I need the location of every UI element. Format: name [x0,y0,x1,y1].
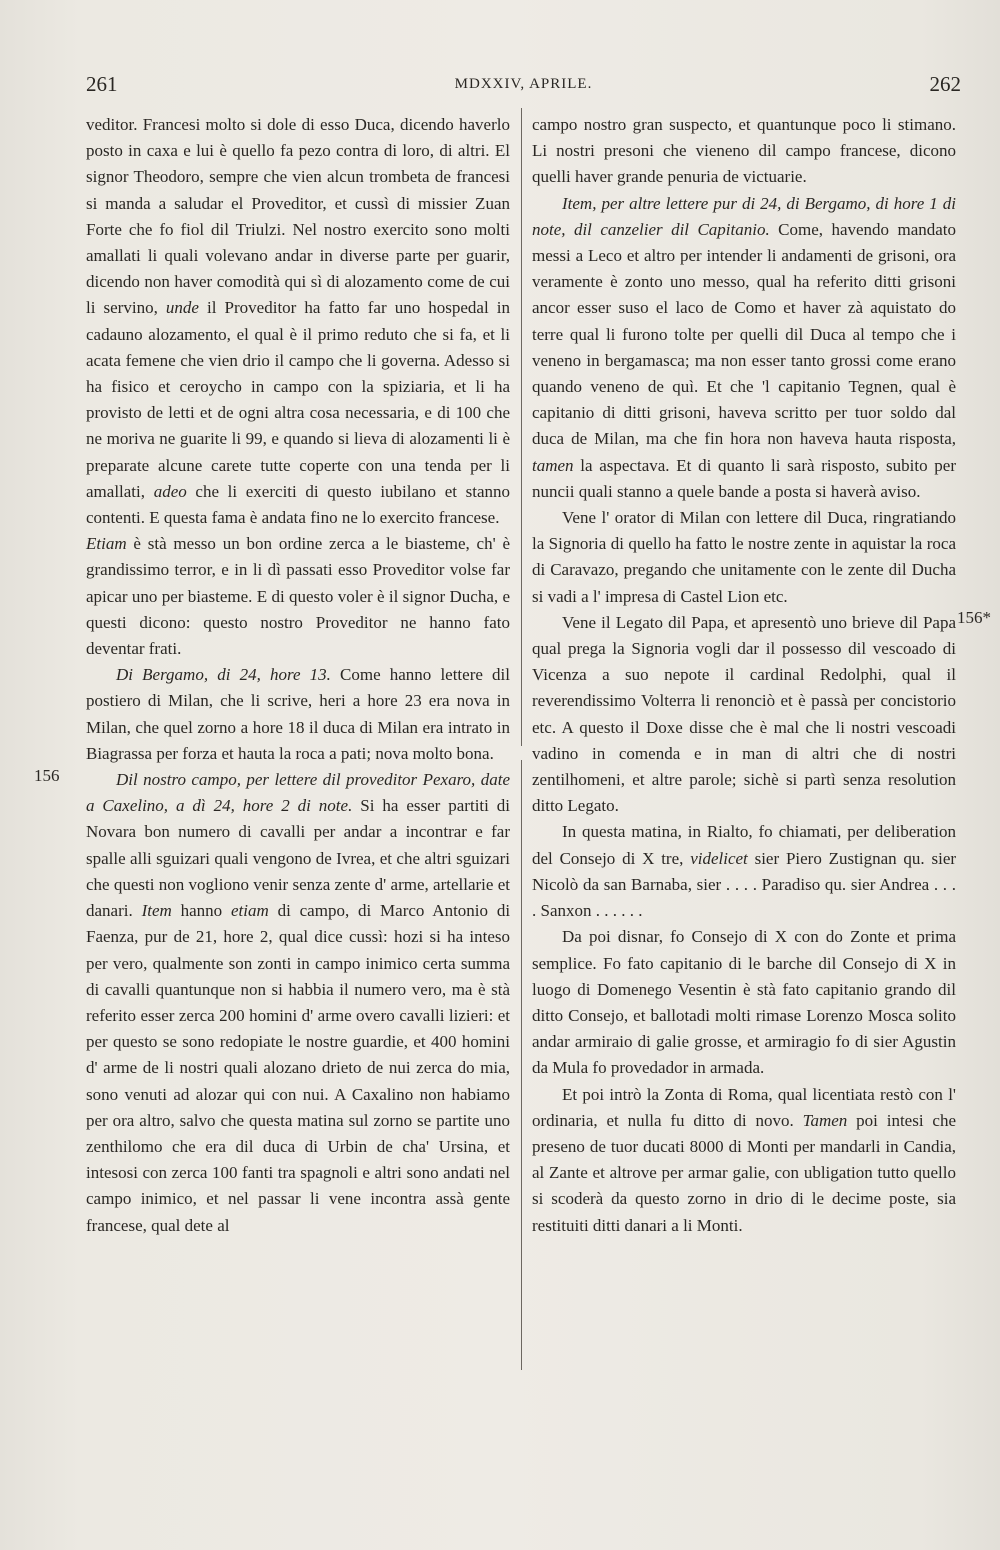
paragraph: Da poi disnar, fo Consejo di X con do Zonte et prima semplice. Fo fato capitanio di le barche dil Consejo di X in luogo di Domenego Vesentin è stà fato capitanio grando dil ditto Consejo, et ballotadi molti rimase Lorenzo Mosca solito andar armiraio di galie grosse, et armiragio fo di sier Agustin da Mula fo provedador in armada. [532,927,956,1078]
running-title: MDXXIV, APRILE. [454,76,593,92]
page-header [86,72,961,102]
paragraph: Vene l' orator di Milan con lettere dil Duca, ringratiando la Signoria di quello ha fatto le nostre zente in aquistar la roca di Caravazo, pregando che unitamente con le zente dil Ducha si vadi a l' impresa di Castel Lion etc. [532,508,956,606]
paragraph: Item, per altre lettere pur di 24, di Bergamo, di hore 1 di note, dil canzelier dil Capitanio. Come, havendo mandato messi a Leco et altro per intender li andamenti de grisoni, ora veramente è zonto uno messo, qual ha referito ditti grisoni ancor esser suso el laco de Como et haver zà aquistato do terre qual li furono tolte per quelli dil Duca al tempo che i veneno in bergamasca; ma non esser tanto grossi come erano quando veneno de quì. Et che 'l capitanio Tegnen, qual è capitanio di ditti grisoni, haveva scritto per tuor soldo dal duca de Milan, ma che fin hora non haveva hauta risposta, tamen la aspectava. Et di quanto li sarà risposto, subito per nuncii quali stanno a quele bande a posta si haverà aviso. [532,193,957,501]
paragraph: Et poi intrò la Zonta di Roma, qual licentiata restò con l' ordinaria, et nulla fu ditto di novo. Tamen poi intesi che preseno de tuor ducati 8000 di Monti per mandarli in Candia, al Zante et altrove per armar galie, con ubligation tutto quello si scoderà da questo zorno in drio di le decime poste, sia restituiti ditti danari a li Monti. [532,1084,956,1235]
paragraph: veditor. Francesi molto si dole di esso Duca, dicendo haverlo posto in caxa e lui è quello fa pezo contra di loro, di altri. El signor Theodoro, sempre che vien alcun trombeta de francesi si manda a saludar el Proveditor, et cussì di missier Zuan Forte che fo fiol dil Triulzi. Nel nostro exercito sono molti amallati li quali volevano andar in diverse parte per guarir, dicendo non haver comodità qui sì di alozamento come de cui li servino, unde il Proveditor ha fatto far uno hospedal in cadauno alozamento, el qual è il primo reduto che si fa, et li acata femene che vien drio il campo che li governa. Adesso si ha fisico et ceroycho in campo con la spiziaria, et li ha provisto de letti et de ogni altra cosa necessaria, e di 100 che ne moriva ne guarite li 99, e quando si lieva di alozamenti li è preparate alcune carete tutte coperte con una tenda per li amallati, adeo che li exerciti di questo iubilano et stanno contenti. E questa fama è andata fino ne lo exercito francese. [86,115,511,528]
page-number-left: 261 [86,72,118,96]
margin-note-left: 156 [34,766,60,785]
paragraph: campo nostro gran suspecto, et quantunque poco li stimano. Li nostri presoni che vieneno dil campo francese, dicono quelli haver grande penuria de victuarie. [532,115,956,187]
column-divider-top [521,108,522,746]
margin-note-right: 156* [957,608,991,627]
paragraph: Dil nostro campo, per lettere dil proveditor Pexaro, date a Caxelino, a dì 24, hore 2 di note. Si ha esser partiti di Novara bon numero di cavalli per andar a incontrar e far spalle alli sguizari quali vengono de Ivrea, et che altri sguizari che questi non vogliono venir senza zente d' arme, artellarie et danari. Item hanno etiam di campo, di Marco Antonio di Faenza, pur de 21, hore 2, qual dice cussì: hozi si ha inteso per vero, qualmente son zonti in campo inimico certa summa di cavalli quantunque non si habbia il numero vero, ma è stà referito esser zerca 200 homini d' arme overo cavalli lizieri: et per questo se sono redopiate le nostre guardie, et 400 homini d' arme de li nostri quali alozano drieto de nui zerca do mia, sono venuti ad alozar qui con nui. A Caxalino non habiamo per ora altro, salvo che questa matina sul zorno se partite uno zenthilomo che era dil duca di Urbin de cha' Ursina, et intesosi con zerca 100 fanti tra spagnoli e altri sono andati nel campo inimico, et nel passar li vene incontra assà gente francese, qual dete al [86,770,511,1235]
left-column [86,112,510,1239]
column-divider-bottom [521,760,522,1370]
paragraph: Di Bergamo, di 24, hore 13. Come hanno lettere dil postiero di Milan, che li scrive, heri a hore 23 era nova in Milan, che quel zorno a hore 18 il duca di Milan era intrato in Biagrassa per forza et hauta la roca a pati; nova molto bona. [86,665,510,763]
paragraph: Vene il Legato dil Papa, et apresentò uno brieve dil Papa qual prega la Signoria vogli dar il possesso dil vescoado di Vicenza a suo nepote il cardinal Redolphi, qual il reverendissimo Volterra li renonciò et è passà per concistorio etc. A questo il Doxe disse che è mal che li nostri vescoadi vadino in comenda e in man di altri che di nostri zentilhomeni, et altre parole; sichè si partì senza resolution ditto Legato. [532,612,956,816]
right-column [532,112,956,1239]
page-number-right: 262 [929,72,961,96]
paragraph: In questa matina, in Rialto, fo chiamati, per deliberation del Consejo di X tre, videlicet sier Piero Zustignan qu. sier Nicolò da san Barnaba, sier . . . . Paradiso qu. sier Andrea . . . . Sanxon . . . . . . [532,822,957,921]
paragraph: Etiam è stà messo un bon ordine zerca a le biasteme, ch' è grandissimo terror, e in li dì passati esso Proveditor volse far apicar uno per biasteme. E di questo voler è il signor Ducha, e questi dicono: questo nostro Proveditor ne hanno fato deventar frati. [86,534,510,659]
